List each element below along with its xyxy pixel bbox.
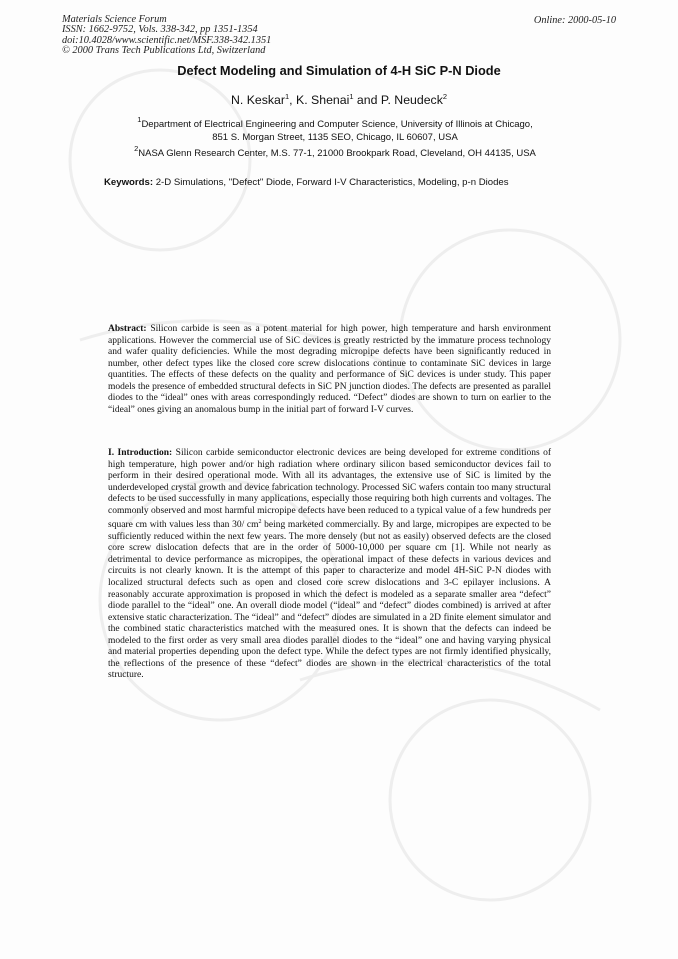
author-name: K. Shenai xyxy=(296,93,350,107)
author-affiliation-mark: 1 xyxy=(349,92,354,101)
abstract xyxy=(108,324,551,416)
superscript: 2 xyxy=(258,519,262,526)
affiliation-1 xyxy=(100,113,570,144)
keywords-text: 2-D Simulations, "Defect" Diode, Forward I-V Characteristics, Modeling, p-n Diodes xyxy=(153,177,509,188)
abstract-text: Silicon carbide is seen as a potent material for high power, high temperature and harsh environment applications. However the commercial use of SiC devices is greatly restricted by the immature process technology and wafer quality deficiencies. While the most degrading micropipe defects have been significantly reduced in number, other defect types like the closed core screw dislocations continue to contaminate SiC devices in large quantities. The effects of these defects on the quality and performance of SiC devices is under study. This paper models the presence of embedded structural defects in SiC PN junction diodes. The defects are presented as parallel diodes to the “ideal” ones with areas correspondingly reduced. “Defect” diodes are shown to turn on earlier to the “ideal” ones giving an anomalous bump in the initial part of forward I-V curves. xyxy=(108,324,551,415)
affiliation-line: 851 S. Morgan Street, 1135 SEO, Chicago, IL 60607, USA xyxy=(212,132,458,143)
introduction-text: Silicon carbide semiconductor electronic devices are being developed for extreme conditions of high temperature, high power and/or high radiation where ordinary silicon based semiconductor devices fail to perform in their desired operational mode. With all its advantages, the extensive use of SiC is limited by the underdeveloped crystal growth and device fabrication technology. Processed SiC wafers contain too many structural defects to be used successfully in many applications, especially those requiring both high currents and voltages. The commonly observed and most harmful micropipe defects have been reduced to a typical value of a few hundreds per square cm with values less than 30/ cm xyxy=(108,448,552,531)
journal-name: Materials Science Forum xyxy=(62,14,167,25)
affiliation-mark: 2 xyxy=(134,144,139,153)
author-separator: , xyxy=(289,93,296,107)
affiliation-2 xyxy=(100,142,570,160)
author-name: N. Keskar xyxy=(230,93,285,107)
affiliation-mark: 1 xyxy=(137,115,142,124)
keywords-label: Keywords: xyxy=(104,177,154,188)
author-list xyxy=(0,92,678,107)
author-name: P. Neudeck xyxy=(380,93,443,107)
keywords xyxy=(104,177,509,188)
doi-line: doi:10.4028/www.scientific.net/MSF.338-342.1351 xyxy=(62,34,272,46)
introduction xyxy=(108,448,551,682)
author-affiliation-mark: 1 xyxy=(284,92,290,101)
author-affiliation-mark: 2 xyxy=(442,92,448,101)
affiliation-line: Department of Electrical Engineering and Computer Science, University of Illinois at Chicago, xyxy=(141,119,533,130)
online-date: Online: 2000-05-10 xyxy=(533,15,616,26)
introduction-text: being marketed commercially. By and large, micropipes are expected to be sufficiently reduced within the next few years. The more densely (but not as easily) observed defects are the closed core screw dislocation defects that are in the order of 5000-10,000 per square cm [1]. While not nearly as detrimental to device performance as micropipes, the operational impact of these defects in various devices and circuits is not clearly known. It is the attempt of this paper to characterize and model 4H-SiC P-N diodes with localized structural defects such as open and closed core screw dislocations and 3-C epilayer inclusions. A reasonably accurate approximation is proposed in which the defect is modeled as a separate smaller area “defect” diode parallel to the “ideal” one. An overall diode model (“ideal” and “defect” diodes combined) is arrived at after extensive static characterization. The “ideal” and “defect” diodes are simulated in a 2D finite element simulator and the combined static characteristics matched with the measured ones. It is shown that the defects can indeed be modeled to the first order as very small area diodes parallel diodes to the “ideal” one and having varying physical and material properties depending upon the defect type. While the defect types are not firmly identified physically, the reflections of the presence of these “defect” diodes are shown in the electrical characteristics of the total structure. xyxy=(108,520,551,681)
paper-title: Defect Modeling and Simulation of 4-H SiC P-N Diode xyxy=(177,63,501,78)
issn-line: ISSN: 1662-9752, Vols. 338-342, pp 1351-1354 xyxy=(62,24,258,36)
copyright-line: © 2000 Trans Tech Publications Ltd, Switzerland xyxy=(62,45,266,57)
introduction-heading: I. Introduction: xyxy=(108,448,173,458)
author-separator: and xyxy=(353,93,381,107)
publication-header xyxy=(62,15,271,57)
abstract-label: Abstract: xyxy=(108,324,147,334)
affiliation-line: NASA Glenn Research Center, M.S. 77-1, 21000 Brookpark Road, Cleveland, OH 44135, USA xyxy=(138,148,536,159)
